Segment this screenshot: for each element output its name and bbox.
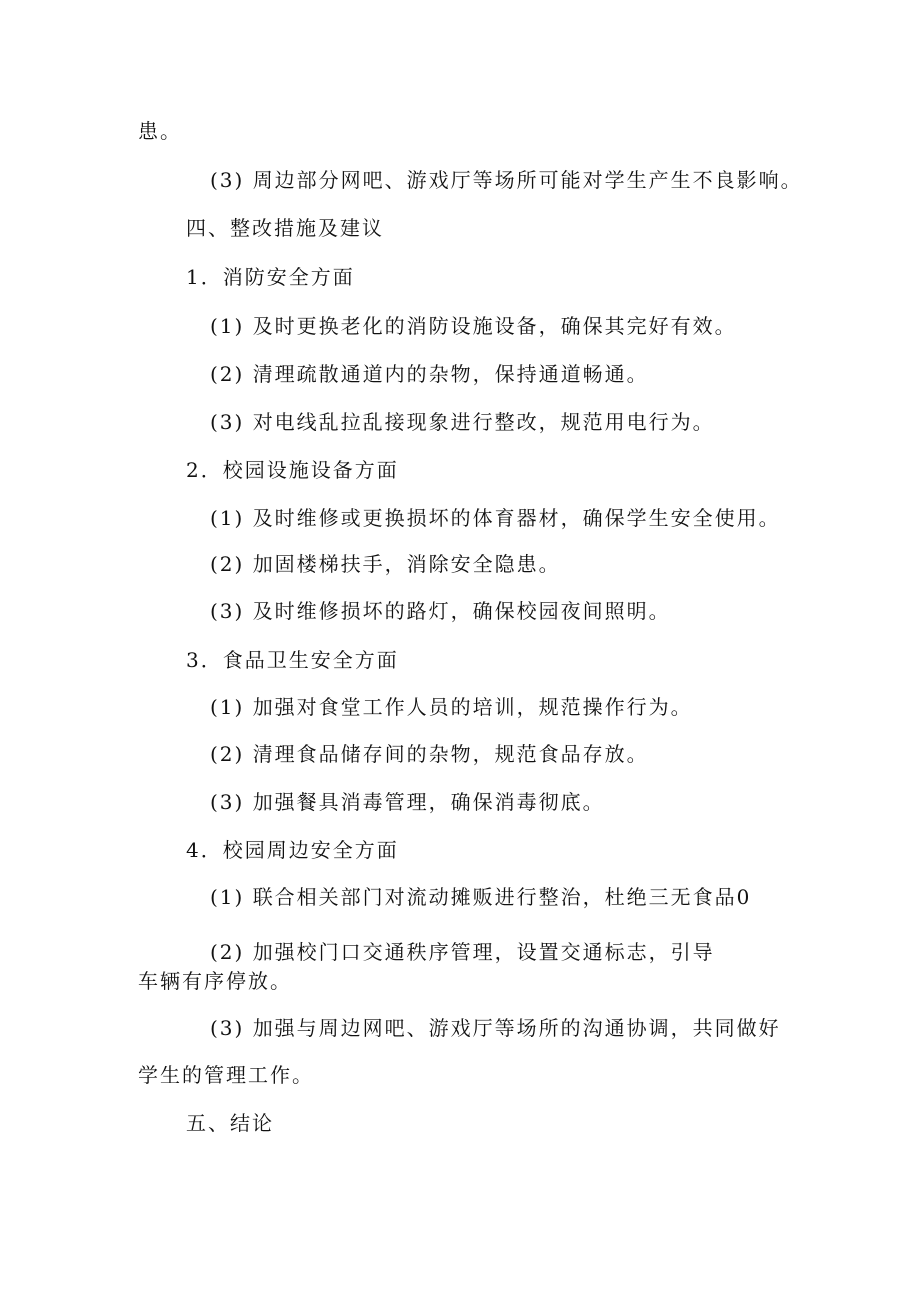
text-line-item: (3) 及时维修损坏的路灯，确保校园夜间照明。	[210, 599, 671, 623]
text-line-item: (2) 清理食品储存间的杂物，规范食品存放。	[210, 742, 649, 766]
subsection-heading: 4．校园周边安全方面	[186, 838, 399, 862]
text-line-item: (2) 清理疏散通道内的杂物，保持通道畅通。	[210, 362, 649, 386]
text-line-item: (3) 对电线乱拉乱接现象进行整改，规范用电行为。	[210, 410, 715, 434]
text-line-item: (2) 加固楼梯扶手，消除安全隐患。	[210, 552, 561, 576]
section-heading: 四、整改措施及建议	[186, 216, 384, 240]
text-line-item: (1) 及时更换老化的消防设施设备，确保其完好有效。	[210, 314, 737, 338]
text-line-continuation: 车辆有序停放。	[138, 969, 292, 993]
text-line-continuation: 患。	[138, 119, 182, 143]
text-line-item: (1) 及时维修或更换损坏的体育器材，确保学生安全使用。	[210, 506, 781, 530]
text-line-continuation: 学生的管理工作。	[138, 1063, 314, 1087]
subsection-heading: 1．消防安全方面	[186, 265, 355, 289]
text-line-item: (1) 加强对食堂工作人员的培训，规范操作行为。	[210, 695, 693, 719]
subsection-heading: 3．食品卫生安全方面	[186, 648, 399, 672]
text-line-item: (3) 周边部分网吧、游戏厅等场所可能对学生产生不良影响。	[210, 168, 803, 192]
subsection-heading: 2．校园设施设备方面	[186, 458, 399, 482]
text-line-item: (2) 加强校门口交通秩序管理，设置交通标志，引导	[210, 940, 715, 964]
section-heading: 五、结论	[186, 1111, 274, 1135]
text-line-item: (3) 加强与周边网吧、游戏厅等场所的沟通协调，共同做好	[210, 1016, 781, 1040]
text-line-item: (1) 联合相关部门对流动摊贩进行整治，杜绝三无食品0	[210, 885, 752, 909]
text-line-item: (3) 加强餐具消毒管理，确保消毒彻底。	[210, 790, 605, 814]
